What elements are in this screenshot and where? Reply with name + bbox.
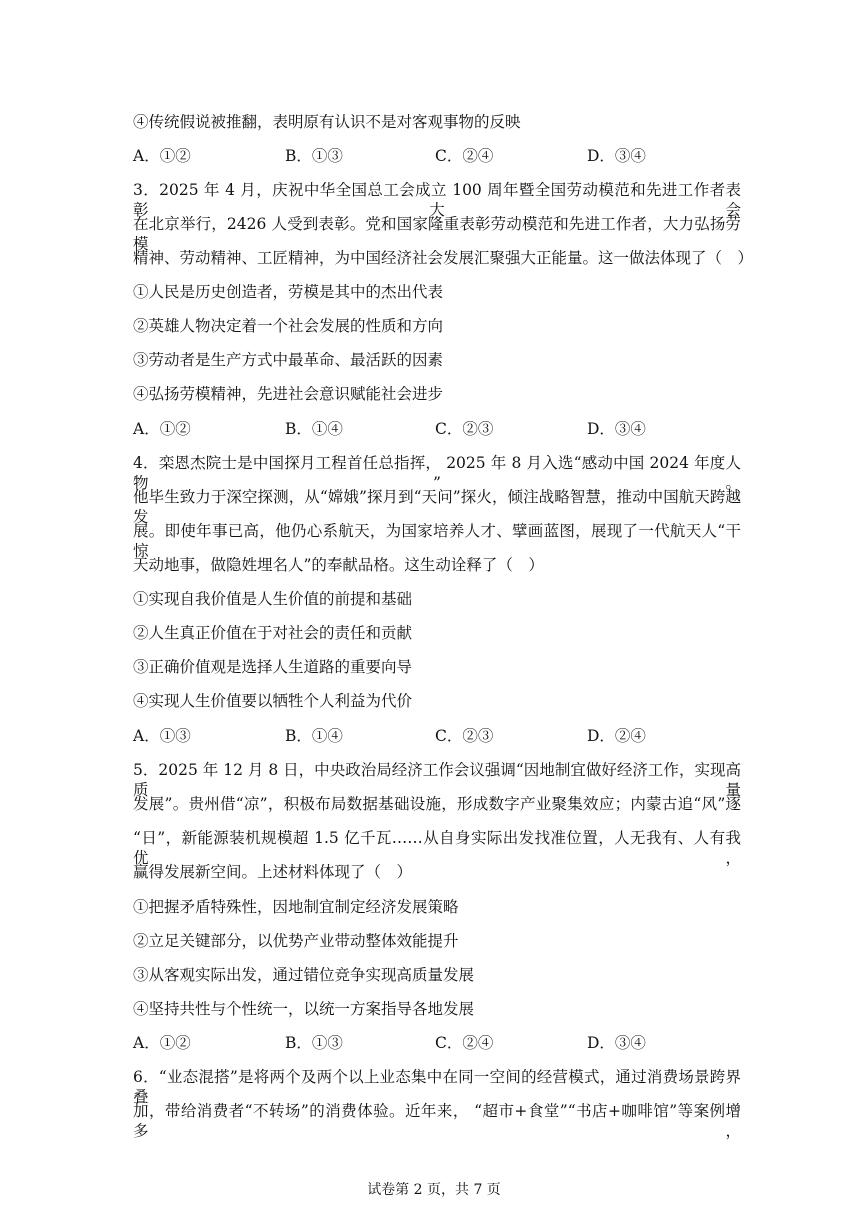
q5-stem-line-1: 5．2025 年 12 月 8 日，中央政治局经济工作会议强调“因地制宜做好经济工作，实现高质量 — [133, 761, 741, 799]
q2-options — [133, 146, 753, 166]
q3-option-c: C．②③ — [435, 420, 494, 438]
q3-statement-2: ②英雄人物决定着一个社会发展的性质和方向 — [133, 317, 444, 335]
q2-option-b: B．①③ — [285, 147, 343, 165]
q5-statement-3: ③从客观实际出发，通过错位竞争实现高质量发展 — [133, 966, 475, 984]
q6-stem-line-2: 加，带给消费者“不转场”的消费体验。近年来， “超市+食堂”“书店+咖啡馆”等案例增多， — [133, 1102, 741, 1140]
q4-option-c: C．②③ — [435, 727, 494, 745]
q2-option-c: C．②④ — [435, 147, 494, 165]
q4-statement-2: ②人生真正价值在于对社会的责任和贡献 — [133, 624, 413, 642]
page-footer: 试卷第 2 页，共 7 页 — [367, 1182, 501, 1198]
q5-statement-1: ①把握矛盾特殊性，因地制宜制定经济发展策略 — [133, 898, 459, 916]
q4-stem-line-4: 天动地事，做隐姓埋名人”的奉献品格。这生动诠释了（ ） — [133, 556, 544, 574]
q4-stem-line-2: 他毕生致力于深空探测，从“嫦娥”探月到“天问”探火，倾注战略智慧，推动中国航天跨越发 — [133, 488, 741, 526]
q3-statement-3: ③劳动者是生产方式中最革命、最活跃的因素 — [133, 351, 444, 369]
q5-statement-4: ④坚持共性与个性统一，以统一方案指导各地发展 — [133, 1000, 475, 1018]
q5-option-b: B．①③ — [285, 1034, 343, 1052]
q5-option-c: C．②④ — [435, 1034, 494, 1052]
q4-stem-line-1: 4．栾恩杰院士是中国探月工程首任总指挥， 2025 年 8 月入选“感动中国 2024 年度人物”。 — [133, 454, 741, 492]
q4-options — [133, 726, 753, 746]
q3-statement-1: ①人民是历史创造者，劳模是其中的杰出代表 — [133, 283, 444, 301]
q4-statement-1: ①实现自我价值是人生价值的前提和基础 — [133, 590, 413, 608]
q3-statement-4: ④弘扬劳模精神，先进社会意识赋能社会进步 — [133, 385, 444, 403]
q4-option-a: A．①③ — [133, 727, 191, 745]
q4-statement-4: ④实现人生价值要以牺牲个人利益为代价 — [133, 692, 413, 710]
q3-option-b: B．①④ — [285, 420, 343, 438]
q3-options — [133, 419, 753, 439]
q2-option-d: D．③④ — [587, 147, 646, 165]
q5-stem-line-2: 发展”。贵州借“凉”，积极布局数据基础设施，形成数字产业聚集效应；内蒙古追“风”逐 — [133, 795, 741, 813]
q5-statement-2: ②立足关键部分，以优势产业带动整体效能提升 — [133, 932, 459, 950]
q4-option-d: D．②④ — [587, 727, 646, 745]
q4-statement-3: ③正确价值观是选择人生道路的重要向导 — [133, 658, 413, 676]
q2-option-a: A．①② — [133, 147, 191, 165]
q5-option-a: A．①② — [133, 1034, 191, 1052]
q5-options — [133, 1033, 753, 1053]
q5-stem-line-3: “日”，新能源装机规模超 1.5 亿千瓦……从自身实际出发找准位置，人无我有、人有我优， — [133, 829, 741, 867]
q5-stem-line-4: 赢得发展新空间。上述材料体现了（ ） — [133, 863, 413, 881]
q2-statement-4: ④传统假说被推翻，表明原有认识不是对客观事物的反映 — [133, 113, 521, 131]
q3-stem-line-1: 3．2025 年 4 月，庆祝中华全国总工会成立 100 周年暨全国劳动模范和先进工作者表彰大会 — [133, 181, 741, 219]
q5-option-d: D．③④ — [587, 1034, 646, 1052]
q6-stem-line-1: 6．“业态混搭”是将两个及两个以上业态集中在同一空间的经营模式，通过消费场景跨界叠 — [133, 1068, 741, 1106]
q4-stem-line-3: 展。即使年事已高，他仍心系航天，为国家培养人才、擘画蓝图，展现了一代航天人“干惊 — [133, 522, 741, 560]
q4-option-b: B．①④ — [285, 727, 343, 745]
q3-option-a: A．①② — [133, 420, 191, 438]
q3-stem-line-3: 精神、劳动精神、工匠精神，为中国经济社会发展汇聚强大正能量。这一做法体现了（ ） — [133, 249, 754, 267]
q3-stem-line-2: 在北京举行，2426 人受到表彰。党和国家隆重表彰劳动模范和先进工作者，大力弘扬劳模 — [133, 215, 741, 253]
q3-option-d: D．③④ — [587, 420, 646, 438]
